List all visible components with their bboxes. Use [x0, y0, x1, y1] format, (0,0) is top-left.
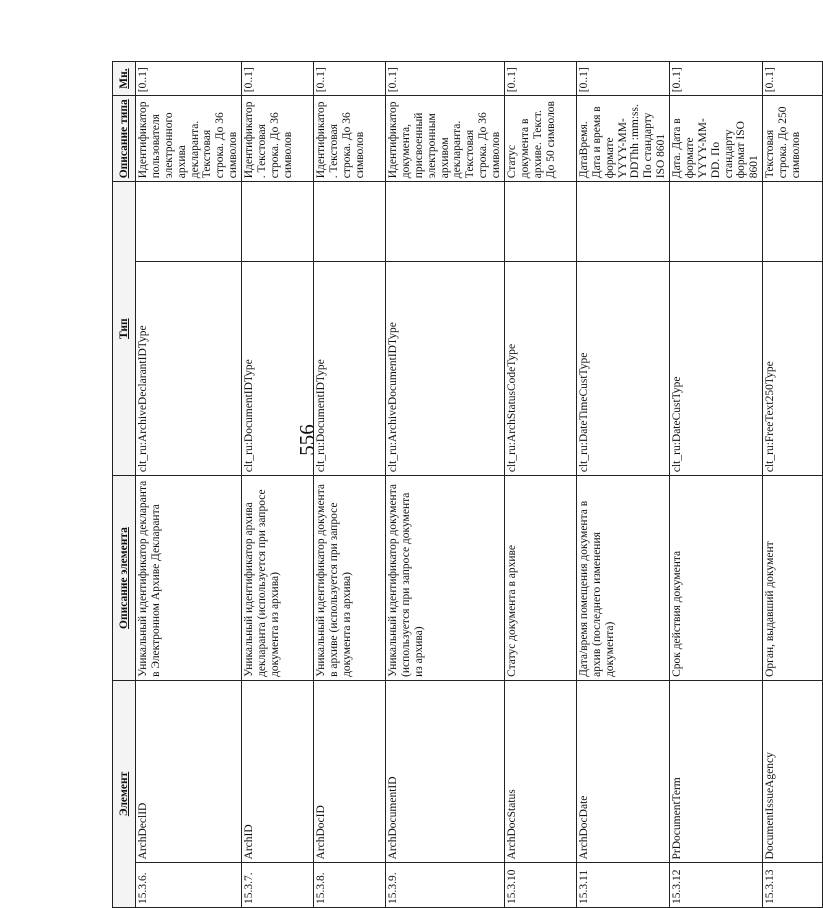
row-element-description: Уникальный идентификатор документа в архиве (используется при запросе документа из архива)	[314, 476, 386, 681]
row-number: 15.3.7.	[242, 863, 314, 908]
table-row	[763, 62, 823, 908]
row-type-extra	[763, 182, 823, 262]
row-multiplicity: [0..1]	[576, 62, 669, 96]
document-table	[112, 61, 823, 908]
row-type-description: Текстовая строка. До 250 символов	[763, 96, 823, 182]
row-number: 15.3.8.	[314, 863, 386, 908]
row-type-description: Идентификатор. Текстовая строка. До 36 символов	[242, 96, 314, 182]
row-type-extra	[576, 182, 669, 262]
table-row	[136, 62, 242, 908]
row-number: 15.3.12	[670, 863, 763, 908]
table-row	[670, 62, 763, 908]
table-body	[136, 62, 823, 908]
table-row	[242, 62, 314, 908]
row-type: clt_ru:ArchiveDocumentIDType	[386, 262, 505, 476]
row-multiplicity: [0..1]	[242, 62, 314, 96]
header-type: Тип	[113, 182, 136, 476]
row-element-description: Уникальный идентификатор документа (используется при запросе документа из архива)	[386, 476, 505, 681]
row-element-description: Уникальный идентификатор архива декларанта (используется при запросе документа из архива)	[242, 476, 314, 681]
rotated-table-wrapper	[112, 61, 802, 908]
row-multiplicity: [0..1]	[670, 62, 763, 96]
page-number: 556	[295, 424, 319, 456]
row-type: clt_ru:ArchiveDeclarantIDType	[136, 262, 242, 476]
row-element-description: Дата/время помещения документа в архив (последнего изменения документа)	[576, 476, 669, 681]
table-row	[314, 62, 386, 908]
header-element-description: Описание элемента	[113, 476, 136, 681]
row-type: clt_ru:FreeText250Type	[763, 262, 823, 476]
row-type-description: Идентификатор документа, присвоенный электронным архивом декларанта. Текстовая строка. До 36 символов	[386, 96, 505, 182]
row-element: ArchID	[242, 680, 314, 863]
row-type-extra	[136, 182, 242, 262]
row-element-description: Уникальный идентификатор декларанта в Электронном Архиве Декларанта	[136, 476, 242, 681]
row-element: ArchDeclID	[136, 680, 242, 863]
row-type-description: Идентификатор пользователя электронного архива декларанта. Текстовая строка. До 36 символов	[136, 96, 242, 182]
row-element-description: Статус документа в архиве	[504, 476, 576, 681]
row-type-extra	[242, 182, 314, 262]
row-multiplicity: [0..1]	[136, 62, 242, 96]
table-row	[576, 62, 669, 908]
row-type-description: Идентификатор. Текстовая строка. До 36 символов	[314, 96, 386, 182]
row-type-description: Статус документа в архиве. Текст. До 50 символов	[504, 96, 576, 182]
row-multiplicity: [0..1]	[386, 62, 505, 96]
table-row	[504, 62, 576, 908]
row-type-extra	[386, 182, 505, 262]
row-type: clt_ru:DateCustType	[670, 262, 763, 476]
row-element: ArchDocID	[314, 680, 386, 863]
row-element: ArchDocDate	[576, 680, 669, 863]
header-element: Элемент	[113, 680, 136, 907]
row-multiplicity: [0..1]	[763, 62, 823, 96]
row-type: clt_ru:ArchStatusCodeType	[504, 262, 576, 476]
row-type: clt_ru:DocumentIDType	[314, 262, 386, 476]
row-type-description: ДатаВремя. Дата и время в формате YYYY-MM-DDThh :mm:ss. По стандарту ISO 8601	[576, 96, 669, 182]
row-multiplicity: [0..1]	[504, 62, 576, 96]
row-number: 15.3.13	[763, 863, 823, 908]
row-type-extra	[504, 182, 576, 262]
row-type-extra	[670, 182, 763, 262]
table-header-row	[113, 62, 136, 908]
row-element: ArchDocumentID	[386, 680, 505, 863]
row-element: PrDocumentTerm	[670, 680, 763, 863]
row-type: clt_ru:DateTimeCustType	[576, 262, 669, 476]
row-number: 15.3.9.	[386, 863, 505, 908]
row-type-description: Дата. Дата в формате YYYY-MM-DD. По стандарту формат ISO 8601	[670, 96, 763, 182]
table-row	[386, 62, 505, 908]
header-type-description: Описание типа	[113, 96, 136, 182]
row-type: clt_ru:DocumentIDType	[242, 262, 314, 476]
row-element-description: Орган, выдавший документ	[763, 476, 823, 681]
row-multiplicity: [0..1]	[314, 62, 386, 96]
row-type-extra	[314, 182, 386, 262]
row-element: DocumentIssueAgency	[763, 680, 823, 863]
header-multiplicity: Мн.	[113, 62, 136, 96]
row-number: 15.3.6.	[136, 863, 242, 908]
row-number: 15.3.10	[504, 863, 576, 908]
row-element-description: Срок действия документа	[670, 476, 763, 681]
row-element: ArchDocStatus	[504, 680, 576, 863]
row-number: 15.3.11	[576, 863, 669, 908]
